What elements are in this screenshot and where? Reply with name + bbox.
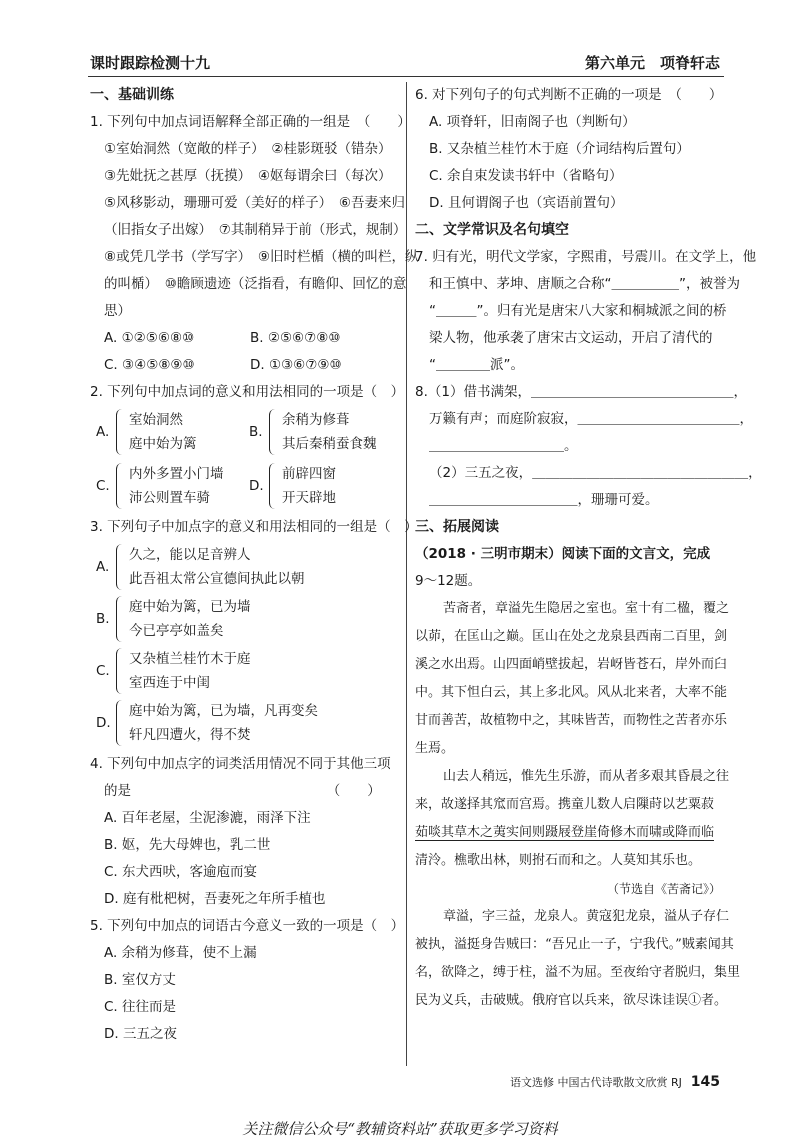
brace [116, 463, 125, 509]
option-d[interactable] [249, 462, 396, 510]
option-c[interactable] [96, 647, 396, 695]
q1-line: ③先妣抚之甚厚（抚摸） ④妪每谓余曰（每次） [104, 168, 392, 184]
option-label: C. [96, 478, 110, 494]
option-b[interactable] [96, 595, 396, 643]
brace [116, 700, 125, 746]
unit-title: 第六单元 项脊轩志 [584, 54, 720, 72]
passage-line: 被执，溢挺身告贼曰：“吾兄止一子，宁我代。”贼素闻其 [415, 937, 734, 952]
brace [269, 409, 278, 455]
option-label: A. [96, 424, 110, 440]
option-d[interactable]: D. 且何谓阁子也（宾语前置句） [429, 195, 624, 211]
passage-line: 山去人稍远，惟先生乐游，而从者多艰其昏晨之往 [443, 769, 730, 784]
q1-line: ⑤风移影动，珊珊可爱（美好的样子） ⑥吾妻来归 [104, 195, 405, 211]
option-label: D. [96, 715, 111, 731]
option-a[interactable]: A. 百年老屋，尘泥渗漉，雨泽下注 [104, 810, 311, 826]
passage-line: 章溢，字三益，龙泉人。黄寇犯龙泉，溢从子存仁 [443, 909, 730, 924]
q8-line: ＿＿＿＿＿＿＿＿＿＿。 [429, 438, 578, 454]
passage-line: 溪之水出焉。山四面峭壁拔起，岩岈皆苍石，岸外而臼 [415, 657, 728, 672]
page-header [90, 52, 720, 74]
option-a[interactable] [96, 543, 396, 591]
option-label: D. [249, 478, 264, 494]
q7-line: “＿＿＿”。归有光是唐宋八大家和桐城派之间的桥 [429, 303, 727, 319]
option-c[interactable]: C. 余自束发读书轩中（省略句） [429, 168, 623, 184]
q7-line: 梁人物，他承袭了唐宋古文运动，开启了清代的 [429, 330, 713, 346]
option-c[interactable] [96, 462, 243, 510]
brace [269, 463, 278, 509]
q1-line: ⑧或凭几学书（学写字） ⑨旧时栏楯（横的叫栏，纵 [104, 249, 419, 265]
question-7 [415, 244, 757, 379]
option-d[interactable]: D. 庭有枇杷树，吾妻死之年所手植也 [104, 891, 326, 907]
option-a[interactable]: A. 余稍为修葺，使不上漏 [104, 945, 257, 961]
section-basic-training: 一、基础训练 [90, 87, 174, 103]
underlined-sentence: 茹啖其草木之荑实间则蹑屐登崖倚修木而啸或降而临 [415, 825, 715, 840]
option-b[interactable] [249, 408, 396, 456]
option-item: 其后秦稍蚕食魏 [282, 436, 377, 452]
q5-stem: 5. 下列句中加点的词语古今意义一致的一项是（ ） [90, 918, 405, 934]
right-column [415, 82, 762, 1015]
passage-line: 清泠。樵歌出林，则拊石而和之。人莫知其乐也。 [415, 853, 702, 868]
option-b[interactable]: B. ②⑤⑥⑦⑧⑩ [250, 330, 341, 346]
option-c[interactable]: C. ③④⑤⑧⑨⑩ [104, 357, 195, 373]
option-item: 余稍为修葺 [282, 412, 350, 428]
passage-line: 生焉。 [415, 741, 455, 756]
option-item: 沛公则置车骑 [129, 490, 210, 506]
q1-options-row [90, 352, 396, 379]
passage-line: 苦斋者，章溢先生隐居之室也。室十有二楹，覆之 [443, 601, 730, 616]
option-label: B. [249, 424, 263, 440]
option-a[interactable]: A. 项脊轩，旧南阁子也（判断句） [429, 114, 636, 130]
book-title: 语文选修 中国古代诗歌散文欣赏 RJ [510, 1076, 682, 1089]
passage-line: 民为义兵，击破贼。俄府官以兵来，欲尽诛诖误①者。 [415, 993, 728, 1008]
q1-line: ①室始洞然（宽敞的样子） ②桂影斑驳（错杂） [104, 141, 392, 157]
reading-intro: （2018 · 三明市期末）阅读下面的文言文，完成 [415, 546, 711, 562]
option-label: A. [96, 559, 110, 575]
option-item: 室西连于中闺 [129, 675, 210, 691]
option-item: 内外多置小门墙 [129, 466, 224, 482]
option-b[interactable]: B. 妪，先大母婢也，乳二世 [104, 837, 271, 853]
q4-stem: 4. 下列句中加点字的词类活用情况不同于其他三项 [90, 756, 391, 772]
watermark-text: 关注微信公众号“教辅资料站”获取更多学习资料 [242, 1120, 558, 1138]
q1-line: 的叫楯） ⑩瞻顾遗迹（泛指看，有瞻仰、回忆的意 [104, 276, 407, 292]
question-4 [90, 751, 396, 913]
option-item: 前辟四窗 [282, 466, 336, 482]
passage-line: 以茆，在匡山之巅。匡山在处之龙泉县西南二百里，剑 [415, 629, 728, 644]
page-number: 145 [690, 1074, 720, 1090]
option-a[interactable]: A. ①②⑤⑥⑧⑩ [104, 330, 195, 346]
passage-line: 甘而善苦，故植物中之，其味皆苦，而物性之苦者亦乐 [415, 713, 728, 728]
reading-intro: 9～12题。 [415, 573, 482, 589]
question-1 [90, 109, 419, 379]
q2-stem: 2. 下列句中加点词的意义和用法相同的一项是（ ） [90, 384, 405, 400]
brace [116, 648, 125, 694]
passage-line: 中。其下怛白云，其上多北风。风从北来者，大率不能 [415, 685, 728, 700]
option-item: 开天辟地 [282, 490, 336, 506]
q6-stem: 6. 对下列句子的句式判断不正确的一项是 （ ） [415, 87, 723, 103]
option-item: 又杂植兰桂竹木于庭 [129, 651, 251, 667]
option-item: 此吾祖太常公宣德间执此以朝 [129, 571, 305, 587]
question-6 [415, 82, 721, 217]
q3-stem: 3. 下列句子中加点字的意义和用法相同的一组是（ ） [90, 519, 418, 535]
option-label: C. [96, 663, 110, 679]
passage-source: （节选自《苦斋记》） [606, 882, 721, 896]
option-item: 庭中始为篱，已为墙，凡再变矣 [129, 703, 318, 719]
q1-options-row [90, 325, 396, 352]
brace [116, 544, 125, 590]
passage-line: 来，故遂择其窊而宫焉。携童儿数人启隟莳以艺粟菽 [415, 797, 715, 812]
brace [116, 596, 125, 642]
option-d[interactable] [96, 699, 396, 747]
option-a[interactable] [96, 408, 243, 456]
q4-stem-cont: 的是 （ ） [104, 783, 381, 799]
classical-passage [415, 595, 741, 1015]
q2-options-row [90, 460, 396, 514]
option-item: 久之，能以足音辨人 [129, 547, 251, 563]
q8-line: 万籁有声；而庭阶寂寂，＿＿＿＿＿＿＿＿＿＿＿＿， [429, 411, 753, 427]
passage-line: 名，欲降之，缚于柱，溢不为屈。至夜绐守者脱归，集里 [415, 965, 741, 980]
q2-options-row [90, 406, 396, 460]
brace [116, 409, 125, 455]
option-item: 庭中始为篱，已为墙 [129, 599, 251, 615]
option-d[interactable]: D. 三五之夜 [104, 1026, 177, 1042]
q8-line: ＿＿＿＿＿＿＿＿＿＿＿，珊珊可爱。 [429, 492, 659, 508]
q1-line: （旧指女子出嫁） ⑦其制稍异于前（形式，规制） [104, 222, 407, 238]
q7-line: “＿＿＿＿派”。 [429, 357, 524, 373]
question-2 [90, 379, 405, 514]
section-literary-knowledge: 二、文学常识及名句填空 [415, 222, 569, 238]
option-item: 今已亭亭如盖矣 [129, 623, 224, 639]
option-b[interactable]: B. 又杂植兰桂竹木于庭（介词结构后置句） [429, 141, 690, 157]
q7-line: 和王慎中、茅坤、唐顺之合称“＿＿＿＿＿”，被誉为 [429, 276, 740, 292]
q1-line: 思） [104, 303, 131, 319]
q8-line: 8.（1）借书满架，＿＿＿＿＿＿＿＿＿＿＿＿＿＿＿， [415, 384, 747, 400]
lesson-title: 课时跟踪检测十九 [90, 54, 211, 72]
option-b[interactable]: B. 室仅方丈 [104, 972, 176, 988]
q1-stem: 1. 下列句中加点词语解释全部正确的一组是 （ ） [90, 114, 411, 130]
option-item: 轩凡四遭火，得不焚 [129, 727, 251, 743]
option-c[interactable]: C. 东犬西吠，客逾庖而宴 [104, 864, 258, 880]
header-rule [88, 76, 724, 77]
option-d[interactable]: D. ①③⑥⑦⑨⑩ [250, 357, 342, 373]
question-3 [90, 514, 418, 747]
option-c[interactable]: C. 往往而是 [104, 999, 177, 1015]
q7-line: 7. 归有光，明代文学家，字熙甫，号震川。在文学上，他 [415, 249, 757, 265]
q8-line: （2）三五之夜，＿＿＿＿＿＿＿＿＿＿＿＿＿＿＿＿， [429, 465, 762, 481]
option-item: 室始洞然 [129, 412, 183, 428]
question-5 [90, 913, 405, 1048]
option-item: 庭中始为篱 [129, 436, 197, 452]
question-8 [415, 379, 762, 514]
section-extended-reading: 三、拓展阅读 [415, 519, 499, 535]
page-footer [510, 1074, 720, 1090]
left-column [90, 82, 419, 1048]
option-label: B. [96, 611, 110, 627]
